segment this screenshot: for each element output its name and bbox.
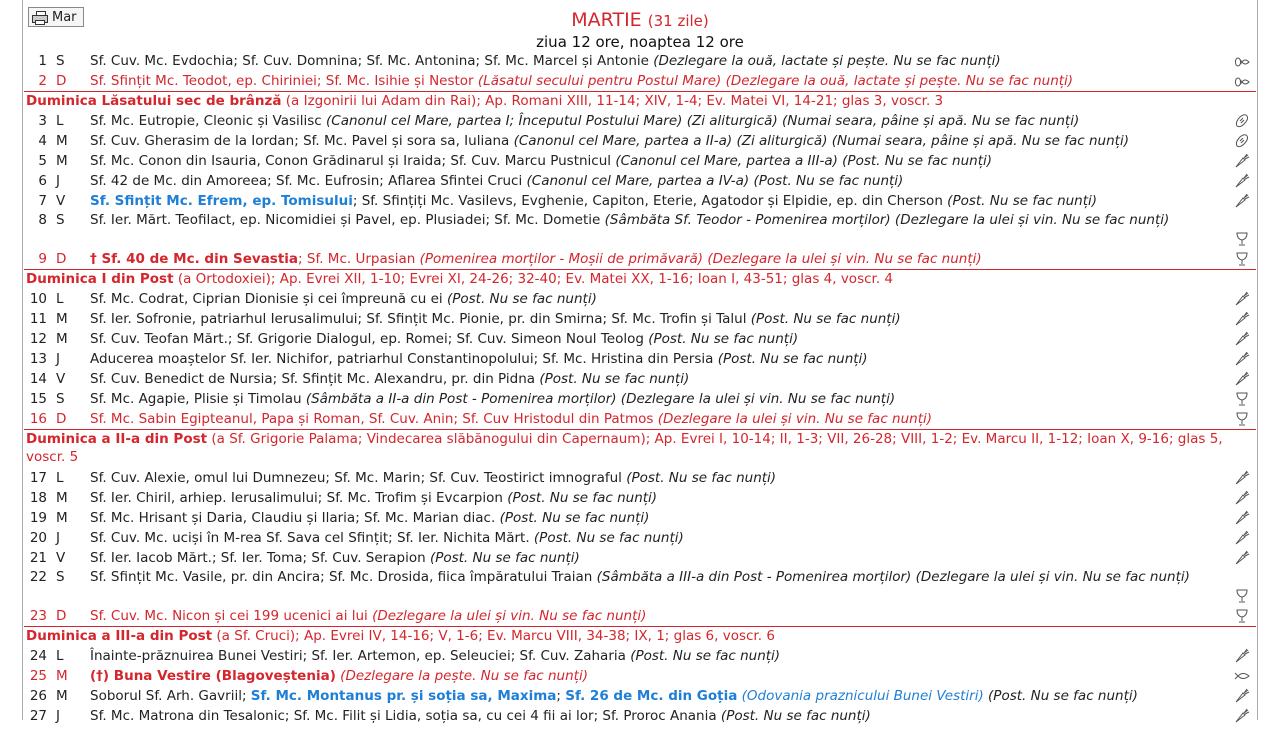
feast-description [90,409,1226,429]
text-segment: ; Sf. Sfințiți Mc. Vasilevs, Evghenie, Capiton, Eterie, Agatodor și Elpidie, ep. din Cherson [352,193,948,209]
day-row [24,171,1256,191]
feast-description [90,686,1226,706]
feast-description [90,309,1226,329]
day-row [24,389,1256,409]
month-title [0,9,1280,31]
feast-name: Duminica a II-a din Post [26,431,208,447]
fasting-note: (Post. Nu se fac nunți) [717,351,868,367]
day-number: 24 [29,648,47,664]
text-segment: Sf. Ier. Iacob Mărt.; Sf. Ier. Toma; Sf. Cuv. Serapion [90,550,430,566]
text-segment: ; Sf. Mc. Urpasian [298,251,420,267]
text-segment: Sf. Cuv. Mc. uciși în M-rea Sf. Sava cel Sfințit; Sf. Ier. Nichita Mărt. [90,530,534,546]
text-segment: (a Ortodoxiei); Ap. Evrei XII, 1-10; Evrei XI, 24-26; 32-40; Ev. Matei XX, 1-16; Ioan I, 43-51; glas 4, voscr. 4 [173,271,894,287]
vegetable-icon [1234,193,1250,209]
day-number: 11 [29,311,47,327]
feast-description [90,191,1226,211]
fasting-note: (Post. Nu se fac nunți) [499,510,650,526]
feast-description [90,389,1226,409]
day-row [24,349,1256,369]
weekday-letter: M [56,311,68,327]
fasting-note: (Post. Nu se fac nunți) [539,371,690,387]
text-segment: Sf. Cuv. Teofan Mărt.; Sf. Grigorie Dialogul, ep. Romei; Sf. Cuv. Simeon Noul Teolog [90,331,649,347]
sunday-readings [26,270,1252,289]
fasting-note: (Post. Nu se fac nunți) [720,708,871,724]
fasting-note: (Post. Nu se fac nunți) [750,311,901,327]
day-number: 6 [38,173,47,189]
day-row [24,191,1256,211]
day-number: 13 [29,351,47,367]
weekday-letter: D [56,251,67,267]
sunday-heading-row [24,92,1256,111]
weekday-letter: M [56,668,68,684]
feast-description [90,606,1226,626]
day-number: 4 [38,133,47,149]
weekday-letter: S [56,212,65,228]
vegetable-icon [1234,510,1250,526]
text-segment: Sf. Mc. Eutropie, Cleonic și Vasilisc [90,113,327,129]
feast-name: Sf. Mc. Montanus pr. și soția sa, Maxima [250,688,557,704]
day-row [24,131,1256,151]
feast-description [90,171,1226,191]
feast-description [90,131,1226,151]
weekday-letter: J [56,173,60,189]
vegetable-icon [1234,490,1250,506]
weekday-letter: J [56,351,60,367]
bread-water-icon [1234,113,1250,129]
day-row [24,686,1256,706]
weekday-letter: S [56,391,65,407]
text-segment: Sf. Ier. Sofronie, patriarhul Ierusalimului; Sf. Sfințit Mc. Pionie, pr. din Smirna; Sf. Mc. Trofin și Talul [90,311,751,327]
weekday-letter: M [56,510,68,526]
text-segment: Sf. Mc. Codrat, Ciprian Dionisie și cei împreună cu ei [90,291,447,307]
day-number: 17 [29,470,47,486]
feast-name: (†) Buna Vestire (Blagoveștenia) [90,668,336,684]
feast-description [90,369,1226,389]
vegetable-icon [1234,173,1250,189]
day-number: 22 [29,569,47,585]
month-name: MARTIE [571,9,642,31]
fasting-note: (Canonul cel Mare, partea a III-a) (Post. Nu se fac nunți) [615,153,993,169]
wine-cup-icon [1234,391,1250,407]
text-segment: Sf. Ier. Chiril, arhiep. Ierusalimului; Sf. Mc. Trofim și Evcarpion [90,490,508,506]
sunday-heading-row [24,430,1256,468]
day-row [24,606,1256,627]
day-number: 25 [29,668,47,684]
day-number: 2 [38,73,47,89]
sunday-readings [26,430,1252,466]
text-segment: Sf. Sfințit Mc. Vasile, pr. din Ancira; Sf. Mc. Drosida, fiica împăratului Traian [90,569,597,585]
feast-description [90,249,1226,269]
feast-name: Duminica Lăsatului sec de brânză [26,93,282,109]
day-row [24,329,1256,349]
weekday-letter: M [56,688,68,704]
feast-description [90,111,1226,131]
day-row [24,211,1256,249]
weekday-letter: L [56,648,64,664]
sunday-readings [26,92,1252,111]
day-row [24,151,1256,171]
vegetable-icon [1234,351,1250,367]
vegetable-icon [1234,311,1250,327]
feast-description [90,51,1226,71]
fasting-note: (Post. Nu se fac nunți) [988,688,1138,704]
text-segment: (a Sf. Cruci); Ap. Evrei IV, 14-16; V, 1-6; Ev. Marcu VIII, 34-38; IX, 1; glas 6, voscr. 6 [212,628,775,644]
text-segment: ; [556,688,566,704]
text-segment: (a Izgonirii lui Adam din Rai); Ap. Romani XIII, 11-14; XIV, 1-4; Ev. Matei VI, 14-21; glas 3, voscr. 3 [281,93,944,109]
day-number: 9 [38,251,47,267]
day-number: 26 [29,688,47,704]
feast-description [90,488,1226,508]
calendar-rows [24,51,1256,726]
sunday-heading-row [24,627,1256,646]
fasting-note: (Dezlegare la pește. Nu se fac nunți) [340,668,588,684]
wine-cup-icon [1234,608,1250,624]
vegetable-icon [1234,688,1250,704]
text-segment: Soborul Sf. Arh. Gavriil; [90,688,251,704]
text-segment: Sf. Cuv. Gherasim de la Iordan; Sf. Mc. Pavel și sora sa, Iuliana [90,133,514,149]
text-segment: Sf. Mc. Hrisant și Daria, Claudiu și Ilaria; Sf. Mc. Marian diac. [90,510,500,526]
day-number: 15 [29,391,47,407]
day-number: 1 [38,53,47,69]
weekday-letter: S [56,53,65,69]
weekday-letter: M [56,153,68,169]
feast-name: Sf. 26 de Mc. din Goția [565,688,738,704]
text-segment: Înainte-prăznuirea Bunei Vestiri; Sf. Ier. Artemon, ep. Seleuciei; Sf. Cuv. Zaharia [90,648,631,664]
weekday-letter: M [56,133,68,149]
fasting-note: (Post. Nu se fac nunți) [533,530,684,546]
day-row [24,568,1256,606]
weekday-letter: J [56,708,60,724]
weekday-letter: S [56,569,65,585]
vegetable-icon [1234,550,1250,566]
feast-name: Sf. Sfințit Mc. Efrem, ep. Tomisului [90,193,353,209]
feast-name: Duminica a III-a din Post [26,628,213,644]
day-number: 3 [38,113,47,129]
day-number: 21 [29,550,47,566]
day-length: ziua 12 ore, noaptea 12 ore [536,33,744,51]
bread-water-icon [1234,133,1250,149]
fasting-note: (Pomenirea morților - Moșii de primăvară) (Dezlegare la ulei și vin. Nu se fac nunți) [419,251,982,267]
vegetable-icon [1234,470,1250,486]
weekday-letter: D [56,73,67,89]
weekday-letter: D [56,411,67,427]
day-number: 20 [29,530,47,546]
day-row [24,249,1256,270]
fasting-note: (Post. Nu se fac nunți) [626,470,777,486]
feast-description [90,468,1226,488]
wine-cup-icon [1234,251,1250,267]
day-row [24,666,1256,686]
fasting-note: (Odovania praznicului Bunei Vestiri) [741,688,984,704]
text-segment: Sf. Cuv. Benedict de Nursia; Sf. Sfințit Mc. Alexandru, pr. din Pidna [90,371,540,387]
day-row [24,289,1256,309]
feast-description [90,666,1226,686]
text-segment: Sf. Mc. Agapie, Plisie și Timolau [90,391,306,407]
fasting-note: (Post. Nu se fac nunți) [648,331,799,347]
feast-description [90,568,1226,586]
vegetable-icon [1234,291,1250,307]
day-row [24,111,1256,131]
feast-description [90,528,1226,548]
day-number: 16 [29,411,47,427]
fasting-note: (Dezlegare la ouă, lactate și pește. Nu se fac nunți) [653,53,1001,69]
vegetable-icon [1234,153,1250,169]
text-segment: Sf. Cuv. Mc. Evdochia; Sf. Cuv. Domnina; Sf. Mc. Antonina; Sf. Mc. Marcel și Antonie [90,53,654,69]
feast-description [90,646,1226,666]
weekday-letter: V [56,550,66,566]
wine-cup-icon [1234,588,1250,604]
weekday-letter: V [56,371,66,387]
fasting-note: (Canonul cel Mare, partea I; Începutul Postului Mare) (Zi aliturgică) (Numai seara, pâine și apă. Nu se fac nunți) [326,113,1080,129]
feast-description [90,706,1226,726]
wine-cup-icon [1234,411,1250,427]
day-number: 7 [38,193,47,209]
day-number: 18 [29,490,47,506]
vegetable-icon [1234,648,1250,664]
day-row [24,309,1256,329]
vegetable-icon [1234,708,1250,724]
weekday-letter: L [56,470,64,486]
vegetable-icon [1234,331,1250,347]
text-segment: Sf. Cuv. Mc. Nicon și cei 199 ucenici ai lui [90,608,373,624]
day-row [24,646,1256,666]
day-number: 10 [29,291,47,307]
text-segment: Sf. Mc. Conon din Isauria, Conon Grădinarul și Iraida; Sf. Cuv. Marcu Pustnicul [90,153,616,169]
weekday-letter: D [56,608,67,624]
fasting-note: (Post. Nu se fac nunți) [429,550,580,566]
text-segment: (a Sf. Grigorie Palama; Vindecarea slăbănogului din Capernaum); Ap. Evrei I, 10-14; II, 1-3; VII, 26-28; VIII, 1-2; Ev. Marcu II, 1-12; Ioan X, 9-16; glas 5, voscr. 5 [26,431,1223,465]
fasting-note: (Post. Nu se fac nunți) [630,648,781,664]
fasting-note: (Post. Nu se fac nunți) [947,193,1098,209]
day-row [24,409,1256,430]
feast-description [90,289,1226,309]
day-row [24,369,1256,389]
vegetable-icon [1234,371,1250,387]
weekday-letter: J [56,530,60,546]
text-segment: Sf. 42 de Mc. din Amoreea; Sf. Mc. Eufrosin; Aflarea Sfintei Cruci [90,173,527,189]
wine-cup-icon [1234,231,1250,247]
weekday-letter: L [56,291,64,307]
day-row [24,548,1256,568]
text-segment: Sf. Mc. Sabin Egipteanul, Papa și Roman, Sf. Cuv. Anin; Sf. Cuv Hristodul din Patmos [90,411,658,427]
vegetable-icon [1234,530,1250,546]
fasting-note: (Dezlegare la ulei și vin. Nu se fac nunți) [372,608,647,624]
day-number: 23 [29,608,47,624]
day-number: 8 [38,212,47,228]
egg-fish-icon [1234,73,1250,89]
feast-description [90,211,1226,229]
feast-description [90,508,1226,528]
fish-icon [1234,668,1250,684]
fasting-note: (Dezlegare la ulei și vin. Nu se fac nunți) [657,411,933,427]
day-number: 14 [29,371,47,387]
day-row [24,51,1256,71]
day-number: 19 [29,510,47,526]
fasting-note: (Sâmbăta a II-a din Post - Pomenirea morților) (Dezlegare la ulei și vin. Nu se fac nunți) [305,391,896,407]
day-row [24,706,1256,726]
feast-description [90,71,1226,91]
print-button-label: Mar [52,9,77,25]
feast-name: † Sf. 40 de Mc. din Sevastia [90,251,299,267]
day-row [24,71,1256,92]
fasting-note: (Post. Nu se fac nunți) [507,490,658,506]
text-segment: Sf. Sfințit Mc. Teodot, ep. Chiriniei; Sf. Mc. Isihie și Nestor [90,73,478,89]
feast-description [90,329,1226,349]
feast-name: Duminica I din Post [26,271,174,287]
text-segment: Sf. Ier. Mărt. Teofilact, ep. Nicomidiei și Pavel, ep. Plusiadei; Sf. Mc. Dometie [90,212,605,228]
sunday-readings [26,627,1252,646]
day-number: 12 [29,331,47,347]
month-days: (31 zile) [647,12,709,30]
weekday-letter: V [56,193,66,209]
weekday-letter: M [56,490,68,506]
text-segment: Aducerea moaștelor Sf. Ier. Nichifor, patriarhul Constantinopolului; Sf. Mc. Hristina din Persia [90,351,718,367]
fasting-note: (Canonul cel Mare, partea a IV-a) (Post. Nu se fac nunți) [526,173,904,189]
fasting-note: (Sâmbăta Sf. Teodor - Pomenirea morților) (Dezlegare la ulei și vin. Nu se fac nunți) [604,212,1170,228]
fasting-note: (Canonul cel Mare, partea a II-a) (Zi aliturgică) (Numai seara, pâine și apă. Nu se fac nunți) [513,133,1129,149]
feast-description [90,151,1226,171]
weekday-letter: M [56,331,68,347]
day-row [24,508,1256,528]
sunday-heading-row [24,270,1256,289]
day-row [24,468,1256,488]
day-number: 5 [38,153,47,169]
day-number: 27 [29,708,47,724]
day-row [24,528,1256,548]
feast-description [90,548,1226,568]
egg-fish-icon [1234,53,1250,69]
day-row [24,488,1256,508]
text-segment: Sf. Mc. Matrona din Tesalonic; Sf. Mc. Filit și Lidia, soția sa, cu cei 4 fii ai lor; Sf. Proroc Anania [90,708,721,724]
fasting-note: (Lăsatul secului pentru Postul Mare) (Dezlegare la ouă, lactate și pește. Nu se fac nunți) [477,73,1074,89]
feast-description [90,349,1226,369]
fasting-note: (Post. Nu se fac nunți) [446,291,597,307]
text-segment: Sf. Cuv. Alexie, omul lui Dumnezeu; Sf. Mc. Marin; Sf. Cuv. Teostirict imnograful [90,470,627,486]
fasting-note: (Sâmbăta a III-a din Post - Pomenirea morților) (Dezlegare la ulei și vin. Nu se fac nunți) [596,569,1190,585]
weekday-letter: L [56,113,64,129]
